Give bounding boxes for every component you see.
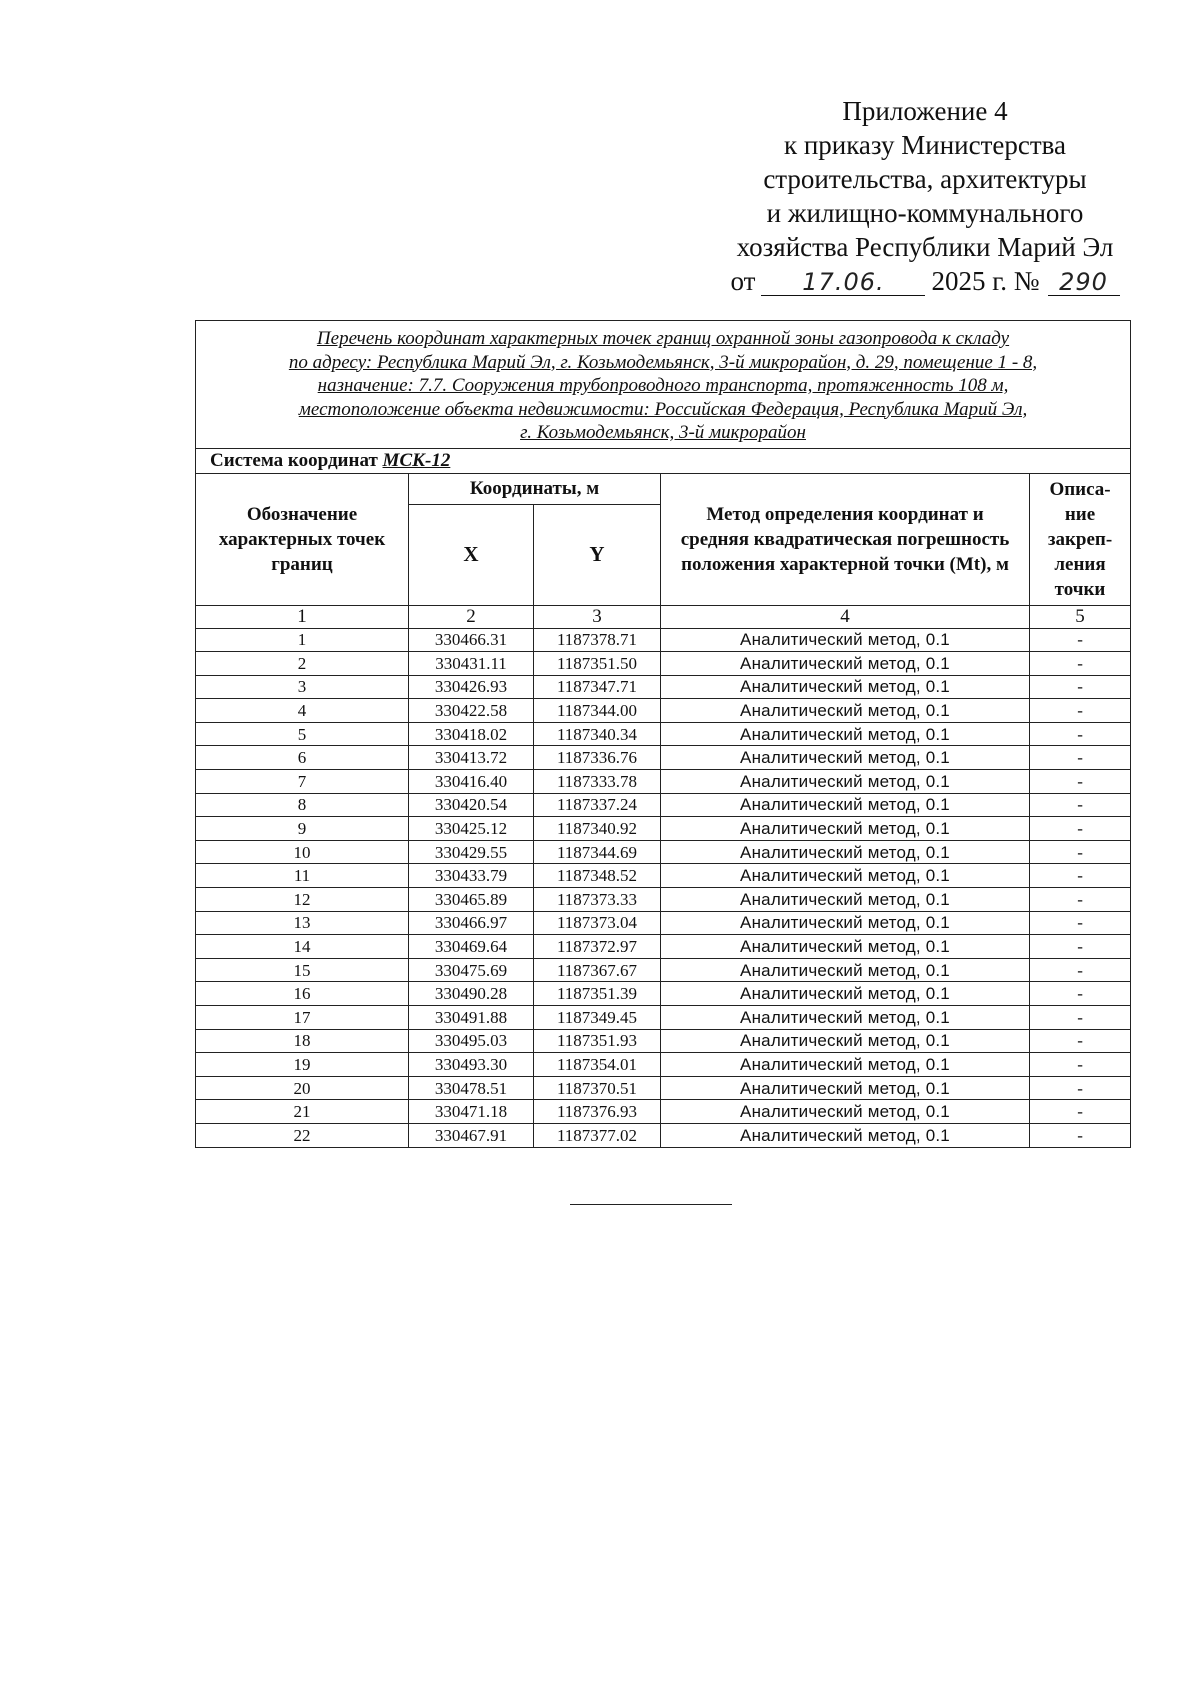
table-row (196, 770, 1131, 794)
cell-y: 1187351.93 (534, 1029, 661, 1053)
cell-point: 3 (196, 675, 409, 699)
cell-y: 1187344.69 (534, 840, 661, 864)
cell-y: 1187376.93 (534, 1100, 661, 1124)
cell-method: Аналитический метод, 0.1 (661, 982, 1030, 1006)
table-row (196, 840, 1131, 864)
table-row (196, 746, 1131, 770)
cell-method: Аналитический метод, 0.1 (661, 1006, 1030, 1030)
cell-x: 330491.88 (409, 1006, 534, 1030)
coordinates-table (195, 320, 1131, 1148)
cell-point: 13 (196, 911, 409, 935)
caption-line: Перечень координат характерных точек границ охранной зоны газопровода к складу (316, 328, 1010, 349)
cell-point: 12 (196, 888, 409, 912)
cell-x: 330420.54 (409, 793, 534, 817)
cell-point: 19 (196, 1053, 409, 1077)
cell-point: 1 (196, 628, 409, 652)
cell-desc: - (1030, 1123, 1131, 1147)
cell-y: 1187348.52 (534, 864, 661, 888)
cell-point: 8 (196, 793, 409, 817)
table-row (196, 1006, 1131, 1030)
cell-y: 1187349.45 (534, 1006, 661, 1030)
bottom-divider (570, 1204, 732, 1205)
cell-point: 14 (196, 935, 409, 959)
coordinate-system-value: МСК-12 (382, 449, 451, 471)
cell-point: 9 (196, 817, 409, 841)
cell-method: Аналитический метод, 0.1 (661, 935, 1030, 959)
coordinate-system (196, 448, 1131, 473)
cell-x: 330490.28 (409, 982, 534, 1006)
header-point: Обозначение характерных точек границ (196, 473, 409, 605)
table-row (196, 628, 1131, 652)
caption-line: г. Козьмодемьянск, 3-й микрорайон (520, 422, 806, 443)
cell-x: 330429.55 (409, 840, 534, 864)
header-coords: Координаты, м (409, 473, 661, 504)
date-prefix: от (730, 266, 756, 296)
cell-point: 4 (196, 699, 409, 723)
cell-x: 330495.03 (409, 1029, 534, 1053)
cell-point: 10 (196, 840, 409, 864)
cell-point: 17 (196, 1006, 409, 1030)
table-row (196, 652, 1131, 676)
cell-x: 330465.89 (409, 888, 534, 912)
cell-x: 330467.91 (409, 1123, 534, 1147)
cell-point: 6 (196, 746, 409, 770)
cell-method: Аналитический метод, 0.1 (661, 864, 1030, 888)
cell-x: 330478.51 (409, 1076, 534, 1100)
cell-x: 330466.31 (409, 628, 534, 652)
order-date-line (690, 264, 1160, 298)
cell-y: 1187344.00 (534, 699, 661, 723)
cell-desc: - (1030, 817, 1131, 841)
appendix-line: строительства, архитектуры (763, 164, 1087, 194)
cell-desc: - (1030, 722, 1131, 746)
cell-desc: - (1030, 1076, 1131, 1100)
cell-y: 1187351.39 (534, 982, 661, 1006)
cell-point: 15 (196, 958, 409, 982)
cell-point: 22 (196, 1123, 409, 1147)
cell-x: 330413.72 (409, 746, 534, 770)
cell-point: 7 (196, 770, 409, 794)
cell-desc: - (1030, 628, 1131, 652)
cell-point: 11 (196, 864, 409, 888)
table-row (196, 1100, 1131, 1124)
order-year-label: 2025 г. № (931, 266, 1040, 296)
cell-method: Аналитический метод, 0.1 (661, 1053, 1030, 1077)
cell-y: 1187373.04 (534, 911, 661, 935)
header-y: Y (534, 504, 661, 605)
cell-desc: - (1030, 1029, 1131, 1053)
cell-method: Аналитический метод, 0.1 (661, 652, 1030, 676)
cell-desc: - (1030, 746, 1131, 770)
coordinate-system-label: Система координат (210, 449, 378, 471)
appendix-line: Приложение 4 (842, 96, 1008, 126)
cell-x: 330466.97 (409, 911, 534, 935)
appendix-line: хозяйства Республики Марий Эл (736, 232, 1114, 262)
cell-method: Аналитический метод, 0.1 (661, 746, 1030, 770)
cell-y: 1187351.50 (534, 652, 661, 676)
cell-method: Аналитический метод, 0.1 (661, 628, 1030, 652)
table-caption (196, 321, 1131, 449)
table-row (196, 864, 1131, 888)
cell-method: Аналитический метод, 0.1 (661, 817, 1030, 841)
cell-y: 1187347.71 (534, 675, 661, 699)
cell-y: 1187340.34 (534, 722, 661, 746)
cell-desc: - (1030, 793, 1131, 817)
column-number: 4 (661, 605, 1030, 628)
cell-method: Аналитический метод, 0.1 (661, 770, 1030, 794)
table-row (196, 1029, 1131, 1053)
cell-x: 330422.58 (409, 699, 534, 723)
table-body (196, 628, 1131, 1147)
cell-y: 1187337.24 (534, 793, 661, 817)
cell-x: 330425.12 (409, 817, 534, 841)
cell-point: 16 (196, 982, 409, 1006)
cell-x: 330418.02 (409, 722, 534, 746)
table-row (196, 699, 1131, 723)
cell-method: Аналитический метод, 0.1 (661, 722, 1030, 746)
table-row (196, 1076, 1131, 1100)
cell-method: Аналитический метод, 0.1 (661, 840, 1030, 864)
table-row (196, 793, 1131, 817)
cell-y: 1187354.01 (534, 1053, 661, 1077)
cell-desc: - (1030, 1053, 1131, 1077)
cell-desc: - (1030, 1006, 1131, 1030)
cell-y: 1187377.02 (534, 1123, 661, 1147)
header-x: X (409, 504, 534, 605)
cell-desc: - (1030, 982, 1131, 1006)
cell-desc: - (1030, 675, 1131, 699)
cell-y: 1187373.33 (534, 888, 661, 912)
cell-y: 1187336.76 (534, 746, 661, 770)
table-row (196, 982, 1131, 1006)
cell-y: 1187370.51 (534, 1076, 661, 1100)
caption-line: назначение: 7.7. Сооружения трубопроводного транспорта, протяженность 108 м, (317, 375, 1009, 396)
cell-method: Аналитический метод, 0.1 (661, 675, 1030, 699)
table-row (196, 888, 1131, 912)
cell-point: 20 (196, 1076, 409, 1100)
cell-desc: - (1030, 1100, 1131, 1124)
table-row (196, 911, 1131, 935)
cell-method: Аналитический метод, 0.1 (661, 1100, 1030, 1124)
cell-x: 330431.11 (409, 652, 534, 676)
column-number: 3 (534, 605, 661, 628)
caption-line: местоположение объекта недвижимости: Российская Федерация, Республика Марий Эл, (298, 398, 1028, 420)
cell-y: 1187340.92 (534, 817, 661, 841)
cell-method: Аналитический метод, 0.1 (661, 699, 1030, 723)
header-desc: Описа-ние закреп-ления точки (1030, 473, 1131, 605)
cell-y: 1187372.97 (534, 935, 661, 959)
cell-desc: - (1030, 770, 1131, 794)
cell-x: 330426.93 (409, 675, 534, 699)
cell-point: 5 (196, 722, 409, 746)
table-row (196, 958, 1131, 982)
appendix-header (690, 94, 1160, 298)
cell-method: Аналитический метод, 0.1 (661, 911, 1030, 935)
appendix-line: и жилищно-коммунального (766, 198, 1084, 228)
cell-desc: - (1030, 911, 1131, 935)
table-row (196, 817, 1131, 841)
cell-method: Аналитический метод, 0.1 (661, 793, 1030, 817)
appendix-line: к приказу Министерства (783, 130, 1067, 160)
cell-method: Аналитический метод, 0.1 (661, 888, 1030, 912)
cell-x: 330471.18 (409, 1100, 534, 1124)
order-number-handwritten: 290 (1048, 269, 1120, 296)
cell-x: 330416.40 (409, 770, 534, 794)
cell-point: 2 (196, 652, 409, 676)
cell-x: 330475.69 (409, 958, 534, 982)
cell-y: 1187367.67 (534, 958, 661, 982)
cell-method: Аналитический метод, 0.1 (661, 1076, 1030, 1100)
cell-method: Аналитический метод, 0.1 (661, 958, 1030, 982)
column-number: 5 (1030, 605, 1131, 628)
cell-x: 330433.79 (409, 864, 534, 888)
header-method: Метод определения координат и средняя квадратическая погрешность положения характерной точки (Mt), м (661, 473, 1030, 605)
cell-desc: - (1030, 699, 1131, 723)
cell-desc: - (1030, 864, 1131, 888)
table-row (196, 935, 1131, 959)
caption-line: по адресу: Республика Марий Эл, г. Козьмодемьянск, 3-й микрорайон, д. 29, помещение 1 - 8, (288, 351, 1038, 373)
table-row (196, 722, 1131, 746)
cell-desc: - (1030, 935, 1131, 959)
cell-desc: - (1030, 958, 1131, 982)
table-row (196, 675, 1131, 699)
cell-method: Аналитический метод, 0.1 (661, 1123, 1030, 1147)
order-date-handwritten: 17.06. (761, 269, 925, 296)
cell-x: 330493.30 (409, 1053, 534, 1077)
table-row (196, 1053, 1131, 1077)
cell-y: 1187333.78 (534, 770, 661, 794)
column-number-row (196, 605, 1131, 628)
column-number: 2 (409, 605, 534, 628)
column-number: 1 (196, 605, 409, 628)
table-row (196, 1123, 1131, 1147)
cell-point: 18 (196, 1029, 409, 1053)
cell-desc: - (1030, 652, 1131, 676)
cell-desc: - (1030, 888, 1131, 912)
cell-x: 330469.64 (409, 935, 534, 959)
cell-y: 1187378.71 (534, 628, 661, 652)
cell-method: Аналитический метод, 0.1 (661, 1029, 1030, 1053)
cell-desc: - (1030, 840, 1131, 864)
cell-point: 21 (196, 1100, 409, 1124)
